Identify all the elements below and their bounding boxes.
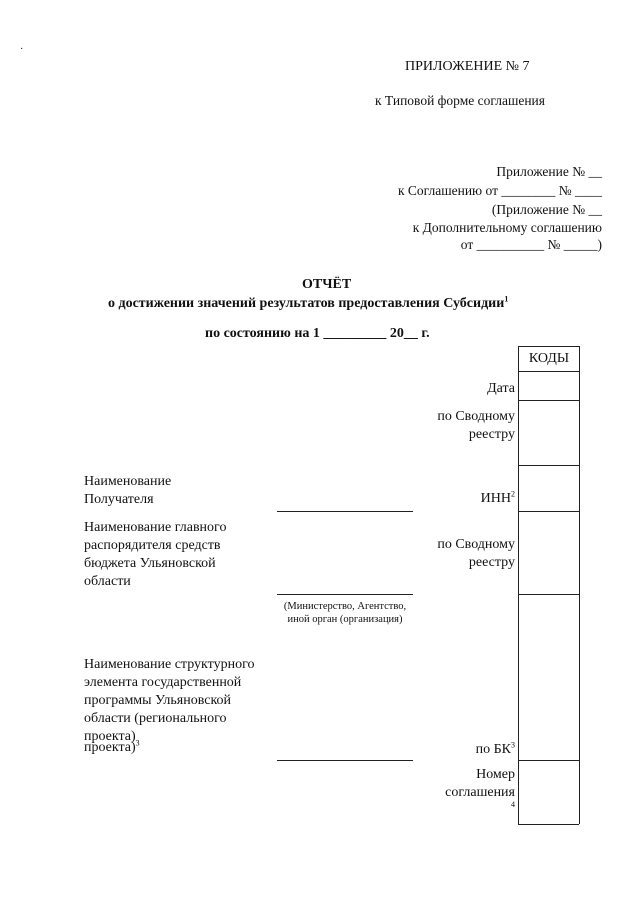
appendix-subtitle: к Типовой форме соглашения (375, 93, 545, 108)
ref-line-agreement: к Соглашению от ________ № ____ (397, 183, 602, 198)
codes-divider (518, 511, 579, 512)
codes-left-border (518, 346, 519, 824)
gr-manager-note: (Министерство, Агентство, иной орган (организация) (283, 601, 407, 625)
codes-divider (518, 760, 579, 761)
gr-manager-line (277, 594, 413, 595)
codes-row-label-inn (481, 490, 515, 508)
gr-manager-label: Наименование главного распорядителя средств бюджета Ульяновской области (84, 520, 227, 589)
codes-row-label-inn-text: ИНН (480, 491, 511, 506)
codes-row-label-register-2 (425, 536, 515, 572)
recipient-name-label: Наименование Получателя (84, 474, 172, 507)
report-subtitle (108, 295, 508, 313)
structural-element-label-tail (84, 739, 140, 757)
codes-divider (518, 465, 579, 466)
codes-row-label-agreement-number (425, 766, 515, 802)
report-subtitle-text: о достижении значений результатов предоставления Субсидии (108, 296, 505, 311)
codes-divider (518, 594, 579, 595)
codes-row-label-agreement-number-text: Номер соглашения (445, 767, 515, 800)
codes-right-border (579, 346, 580, 824)
ref-line-appendix-2: (Приложение № __ (491, 202, 602, 217)
ref-line-date-number: от __________ № _____) (460, 237, 602, 252)
structural-element-label-tail-text: проекта) (84, 740, 136, 755)
bk-footnote: 3 (511, 740, 515, 750)
codes-row-label-register (425, 408, 515, 444)
codes-row-label-register-2-text: по Сводному реестру (437, 537, 515, 570)
codes-header: КОДЫ (518, 346, 580, 372)
structural-element-label-text: Наименование структурного элемента государственной программы Ульяновской области (регионального проекта) (84, 657, 255, 744)
ref-line-appendix: Приложение № __ (496, 164, 602, 179)
codes-row-label-date: Дата (487, 381, 515, 396)
ref-line-additional-agreement: к Дополнительному соглашению (412, 220, 602, 235)
recipient-name-line (277, 511, 413, 512)
report-as-of-date: по состоянию на 1 _________ 20__ г. (205, 326, 430, 341)
report-title: ОТЧЁТ (302, 277, 352, 292)
agreement-number-footnote: 4 (511, 800, 515, 809)
codes-row-label-bk (476, 741, 515, 759)
codes-row-label-register-text: по Сводному реестру (437, 409, 515, 442)
codes-divider (518, 400, 579, 401)
appendix-title: ПРИЛОЖЕНИЕ № 7 (405, 59, 530, 74)
codes-row-label-bk-text: по БК (475, 742, 511, 757)
stray-mark: · (20, 44, 24, 55)
inn-footnote: 2 (511, 489, 515, 499)
structural-element-line (277, 760, 413, 761)
structural-footnote: 3 (135, 738, 140, 748)
report-subtitle-footnote: 1 (504, 294, 509, 304)
codes-bottom-border (518, 824, 579, 825)
structural-element-label (84, 656, 262, 744)
